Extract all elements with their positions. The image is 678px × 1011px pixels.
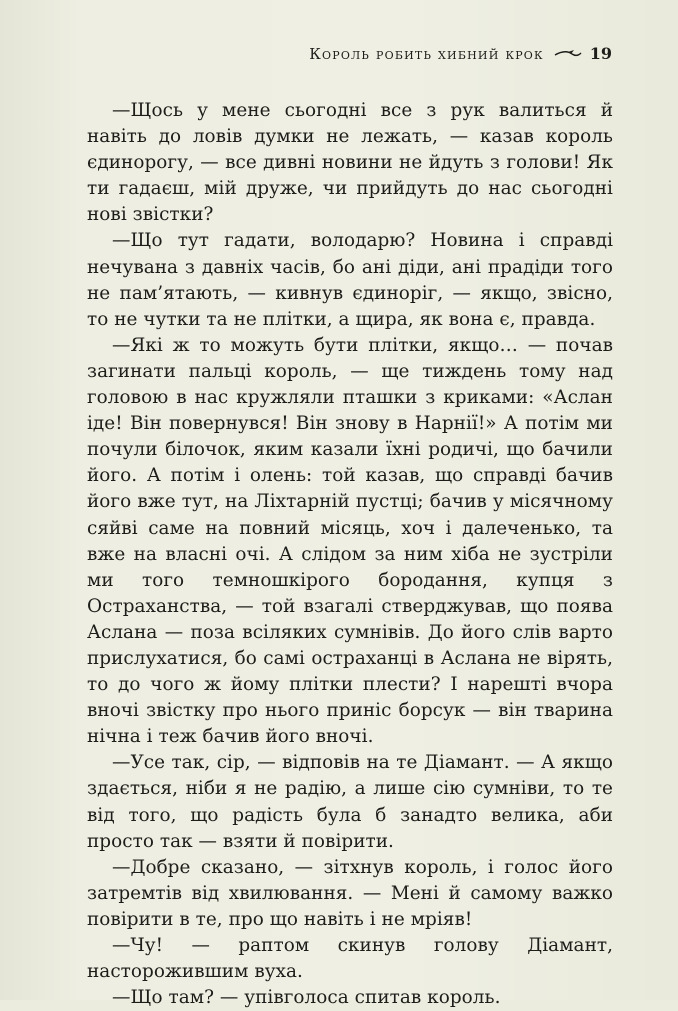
swash-ornament-icon [554, 48, 582, 60]
running-head [309, 44, 612, 63]
page-number: 19 [589, 44, 612, 63]
paragraph: —Що там? — упівголоса спитав король. [112, 987, 501, 1009]
paragraph: —Добре сказано, — зітхнув король, і голос його затремтів від хвилювання. — Мені й самому важко повірити в те, про що навіть і не мріяв! [87, 856, 613, 930]
body-text [87, 98, 613, 1011]
running-title: Король робить хибний крок [309, 44, 544, 63]
paragraph: —Усе так, сір, — відповів на те Діамант. — А якщо здається, ніби я не радію, а лише сію сумніви, то те від того, що радість була б занадто велика, аби просто так — взяти й повірити. [87, 752, 613, 852]
paragraph: —Що тут гадати, володарю? Новина і справді нечувана з давніх часів, бо ані діди, ані прадіди того не пам’ятають, — кивнув єдиноріг, — якщо, звісно, то не чутки та не плітки, а щира, як вона є, правда. [87, 230, 613, 330]
paragraph: —Чу! — раптом скинув голову Діамант, насторожившим вуха. [87, 935, 613, 983]
paragraph: —Щось у мене сьогодні все з рук валиться й навіть до ловів думки не лежать, — казав король єдинорогу, — все дивні новини не йдуть з голови! Як ти гадаєш, мій друже, чи прийдуть до нас сьогодні нові звістки? [87, 100, 613, 226]
paragraph: —Які ж то можуть бути плітки, якщо… — почав загинати пальці король, — ще тиждень тому над головою в нас кружляли пташки з криками: «Аслан іде! Він повернувся! Він знову в Нарнії!» А потім ми почули білочок, яким казали їхні родичі, що бачили його. А потім і олень: той казав, що справді бачив його вже тут, на Ліхтарній пустці; бачив у місячному сяйві саме на повний місяць, хоч і далеченько, та вже на власні очі. А слідом за ним хіба не зустріли ми того темношкірого бородання, купця з Остраханства, — той взагалі стверджував, що поява Аслана — поза всіляких сумнівів. До його слів варто прислухатися, бо самі остраханці в Аслана не вірять, то до чого ж йому плітки плести? І нарешті вчора вночі звістку про нього приніс борсук — він тварина нічна і теж бачив його вночі. [87, 334, 613, 748]
